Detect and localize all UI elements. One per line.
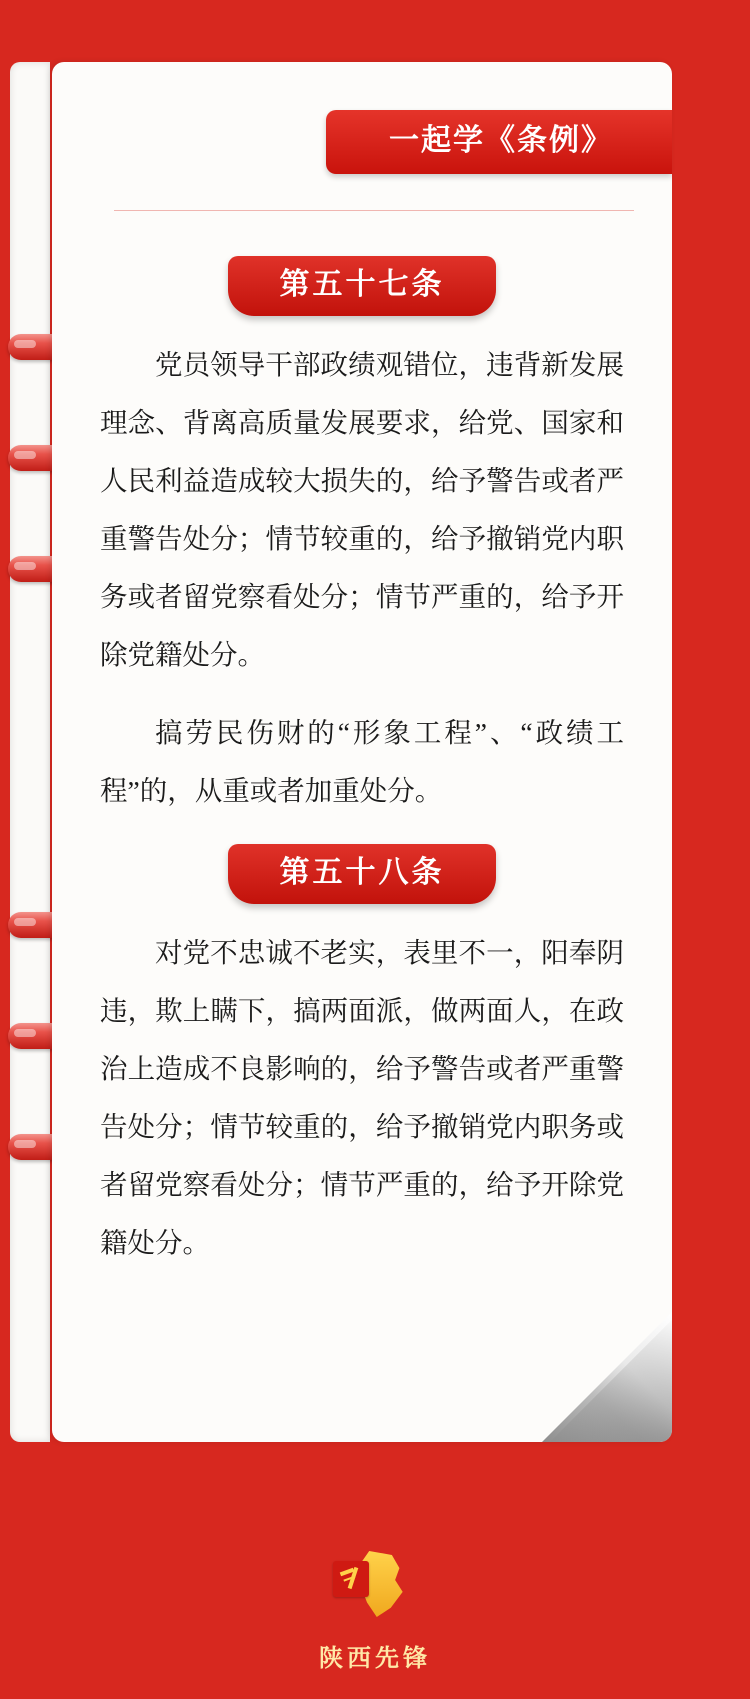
article-paragraph: 党员领导干部政绩观错位，违背新发展理念、背离高质量发展要求，给党、国家和人民利益造成较大损失的，给予警告或者严重警告处分；情节较重的，给予撤销党内职务或者留党察看处分；情节严重的，给予开除党籍处分。: [100, 349, 624, 670]
article-section: [52, 256, 672, 820]
footer-logo: [327, 1549, 423, 1631]
article-paragraph: 对党不忠诚不老实，表里不一，阳奉阴违，欺上瞒下，搞两面派，做两面人，在政治上造成不良影响的，给予警告或者严重警告处分；情节较重的，给予撤销党内职务或者留党察看处分；情节严重的，给予开除党籍处分。: [100, 937, 624, 1258]
article-number-badge: 第五十七条: [228, 256, 496, 316]
footer-brand: 陕西先锋: [319, 1646, 431, 1672]
footer: [0, 1549, 750, 1673]
party-emblem-icon: [333, 1561, 369, 1597]
article-number-badge: 第五十八条: [228, 844, 496, 904]
article-list: [52, 232, 672, 1282]
document-page: [52, 62, 672, 1442]
article-section: [52, 844, 672, 1272]
page-title: 一起学《条例》: [326, 110, 672, 174]
article-paragraph: 搞劳民伤财的“形象工程”、“政绩工程”的，从重或者加重处分。: [100, 717, 624, 806]
header-divider: [114, 210, 634, 211]
